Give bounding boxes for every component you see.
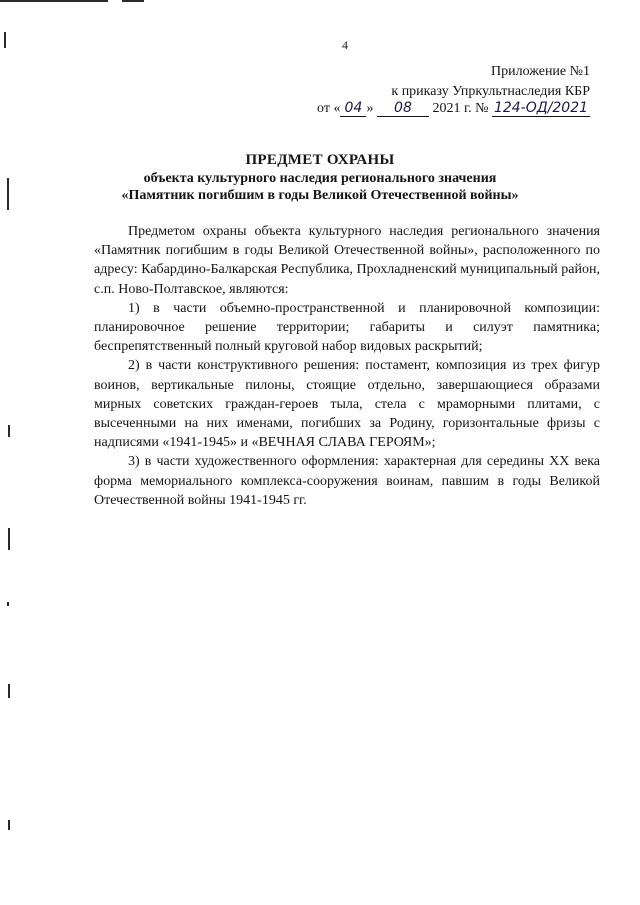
document-subtitle: объекта культурного наследия регионального значения — [143, 171, 497, 186]
order-number: 124-ОД/2021 — [493, 100, 589, 116]
scan-edge-left-4 — [8, 528, 10, 550]
document-title: ПРЕДМЕТ ОХРАНЫ — [245, 152, 395, 168]
date-prefix: от « — [317, 101, 341, 116]
date-year: 2021 г. № — [432, 101, 489, 116]
order-date-line — [317, 101, 590, 117]
monument-name: «Памятник погибшим в годы Великой Отечественной войны» — [121, 188, 519, 203]
date-month: 08 — [377, 101, 429, 117]
scan-edge-left-5 — [7, 602, 9, 606]
scan-edge-left-1 — [4, 32, 6, 48]
document-body — [94, 222, 600, 510]
order-reference: к приказу Упркультнаследия КБР — [391, 84, 590, 99]
date-day: 04 — [340, 101, 366, 117]
item-2-paragraph: 2) в части конструктивного решения: постамент, композиция из трех фигур воинов, вертикальные пилоны, стоящие отдельно, завершающиеся образами мирных советских граждан-героев тыла, стела с мраморными плитами, с высеченными на них именами, погибших за Родину, горизонтальные фризы с надписями «1941-1945» и «ВЕЧНАЯ СЛАВА ГЕРОЯМ»; — [94, 358, 600, 451]
scan-edge-left-3 — [8, 425, 10, 437]
item-3-paragraph: 3) в части художественного оформления: характерная для середины XX века форма мемориального комплекса-сооружения воинам, павшим в годы Великой Отечественной войны 1941-1945 гг. — [94, 454, 600, 508]
date-mid: » — [366, 101, 374, 116]
intro-paragraph: Предметом охраны объекта культурного наследия регионального значения «Памятник погибшим в годы Великой Отечественной войны», расположенного по адресу: Кабардино-Балкарская Республика, Прохладненский муниципальный район, с.п. Ново-Полтавское, являются: — [94, 224, 600, 297]
scan-edge-top-left — [0, 0, 108, 2]
page-number: 4 — [342, 38, 348, 52]
item-1-paragraph: 1) в части объемно-пространственной и планировочной композиции: планировочное решение территории; габариты и силуэт памятника; беспрепятственный полный круговой набор видовых раскрытий; — [94, 300, 600, 355]
scan-edge-top-mid — [122, 0, 144, 2]
annex-label: Приложение №1 — [491, 64, 590, 79]
scan-edge-left-6 — [8, 684, 10, 698]
scan-edge-left-7 — [8, 820, 10, 830]
